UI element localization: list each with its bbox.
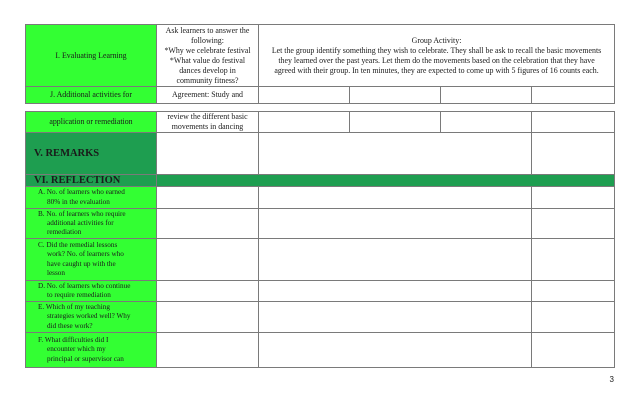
additional-activities-label: J. Additional activities for [26, 87, 157, 104]
text-line: have caught up with the [47, 259, 116, 268]
empty-cell [259, 239, 532, 281]
empty-cell [259, 187, 532, 209]
reflection-item-d [26, 281, 157, 302]
empty-cell [259, 209, 532, 239]
reflection-bar [157, 175, 615, 187]
empty-cell [532, 281, 615, 302]
text-line: movements in dancing [171, 122, 244, 131]
text-line: *What value do festival [169, 55, 246, 65]
text-line: dances develop in [179, 65, 236, 75]
text-line: lesson [47, 268, 65, 277]
empty-cell [441, 87, 532, 104]
reflection-item-a [26, 187, 157, 209]
empty-cell [532, 239, 615, 281]
empty-cell [259, 333, 532, 368]
lesson-table-bottom [25, 111, 615, 368]
text-line: community fitness? [176, 75, 239, 85]
text-line: principal or supervisor can [47, 354, 124, 363]
empty-cell [157, 187, 259, 209]
empty-cell [157, 133, 259, 175]
empty-cell [259, 302, 532, 333]
reflection-item-f [26, 333, 157, 368]
text-line: agreed with their group. In ten minutes, they are expected to come up with 5 figures of 16 counts each. [274, 65, 599, 75]
empty-cell [350, 112, 441, 133]
text-line: B. No. of learners who require [38, 209, 126, 218]
empty-cell [532, 209, 615, 239]
text-line: following: [191, 35, 224, 45]
text-line: Group Activity: [411, 35, 462, 45]
page-number: 3 [609, 375, 614, 384]
text-line: *Why we celebrate festival [164, 45, 251, 55]
text-line: C. Did the remedial lessons [38, 241, 118, 250]
empty-cell [157, 281, 259, 302]
empty-cell [532, 112, 615, 133]
empty-cell [157, 209, 259, 239]
reflection-item-b [26, 209, 157, 239]
evaluating-ask-cell [157, 25, 259, 87]
remarks-content-cell [259, 133, 532, 175]
empty-cell [441, 112, 532, 133]
text-line: D. No. of learners who continue [38, 281, 131, 290]
empty-cell [532, 187, 615, 209]
text-line: 80% in the evaluation [47, 197, 110, 206]
empty-cell [532, 333, 615, 368]
text-line: Let the group identify something they wish to celebrate. They shall be ask to recall the basic movements [271, 45, 602, 55]
review-cell [157, 112, 259, 133]
group-activity-cell [259, 25, 615, 87]
text-line: remediation [47, 228, 82, 237]
reflection-item-e [26, 302, 157, 333]
empty-cell [259, 87, 350, 104]
empty-cell [259, 112, 350, 133]
empty-cell [532, 133, 615, 175]
text-line: review the different basic [167, 112, 248, 121]
empty-cell [259, 281, 532, 302]
empty-cell [157, 333, 259, 368]
text-line: A. No. of learners who earned [38, 188, 125, 197]
text-line: strategies worked well? Why [47, 312, 131, 321]
application-remediation-label: application or remediation [26, 112, 157, 133]
empty-cell [532, 87, 615, 104]
agreement-cell: Agreement: Study and [157, 87, 259, 104]
evaluating-learning-label: I. Evaluating Learning [26, 25, 157, 87]
reflection-heading: VI. REFLECTION [26, 175, 157, 187]
empty-cell [532, 302, 615, 333]
text-line: did these work? [47, 321, 93, 330]
lesson-table-top [25, 24, 615, 104]
text-line: to require remediation [47, 291, 111, 299]
text-line: Ask learners to answer the [165, 25, 250, 35]
remarks-heading: V. REMARKS [26, 133, 157, 175]
text-line: encounter which my [47, 345, 106, 354]
empty-cell [157, 239, 259, 281]
reflection-item-c [26, 239, 157, 281]
text-line: they learned over the past years. Let them do the movements based on the celebration that they have [278, 55, 595, 65]
text-line: additional activities for [47, 218, 114, 227]
empty-cell [157, 302, 259, 333]
text-line: F. What difficulties did I [38, 336, 109, 345]
text-line: work? No. of learners who [47, 250, 124, 259]
empty-cell [350, 87, 441, 104]
text-line: E. Which of my teaching [38, 303, 110, 312]
